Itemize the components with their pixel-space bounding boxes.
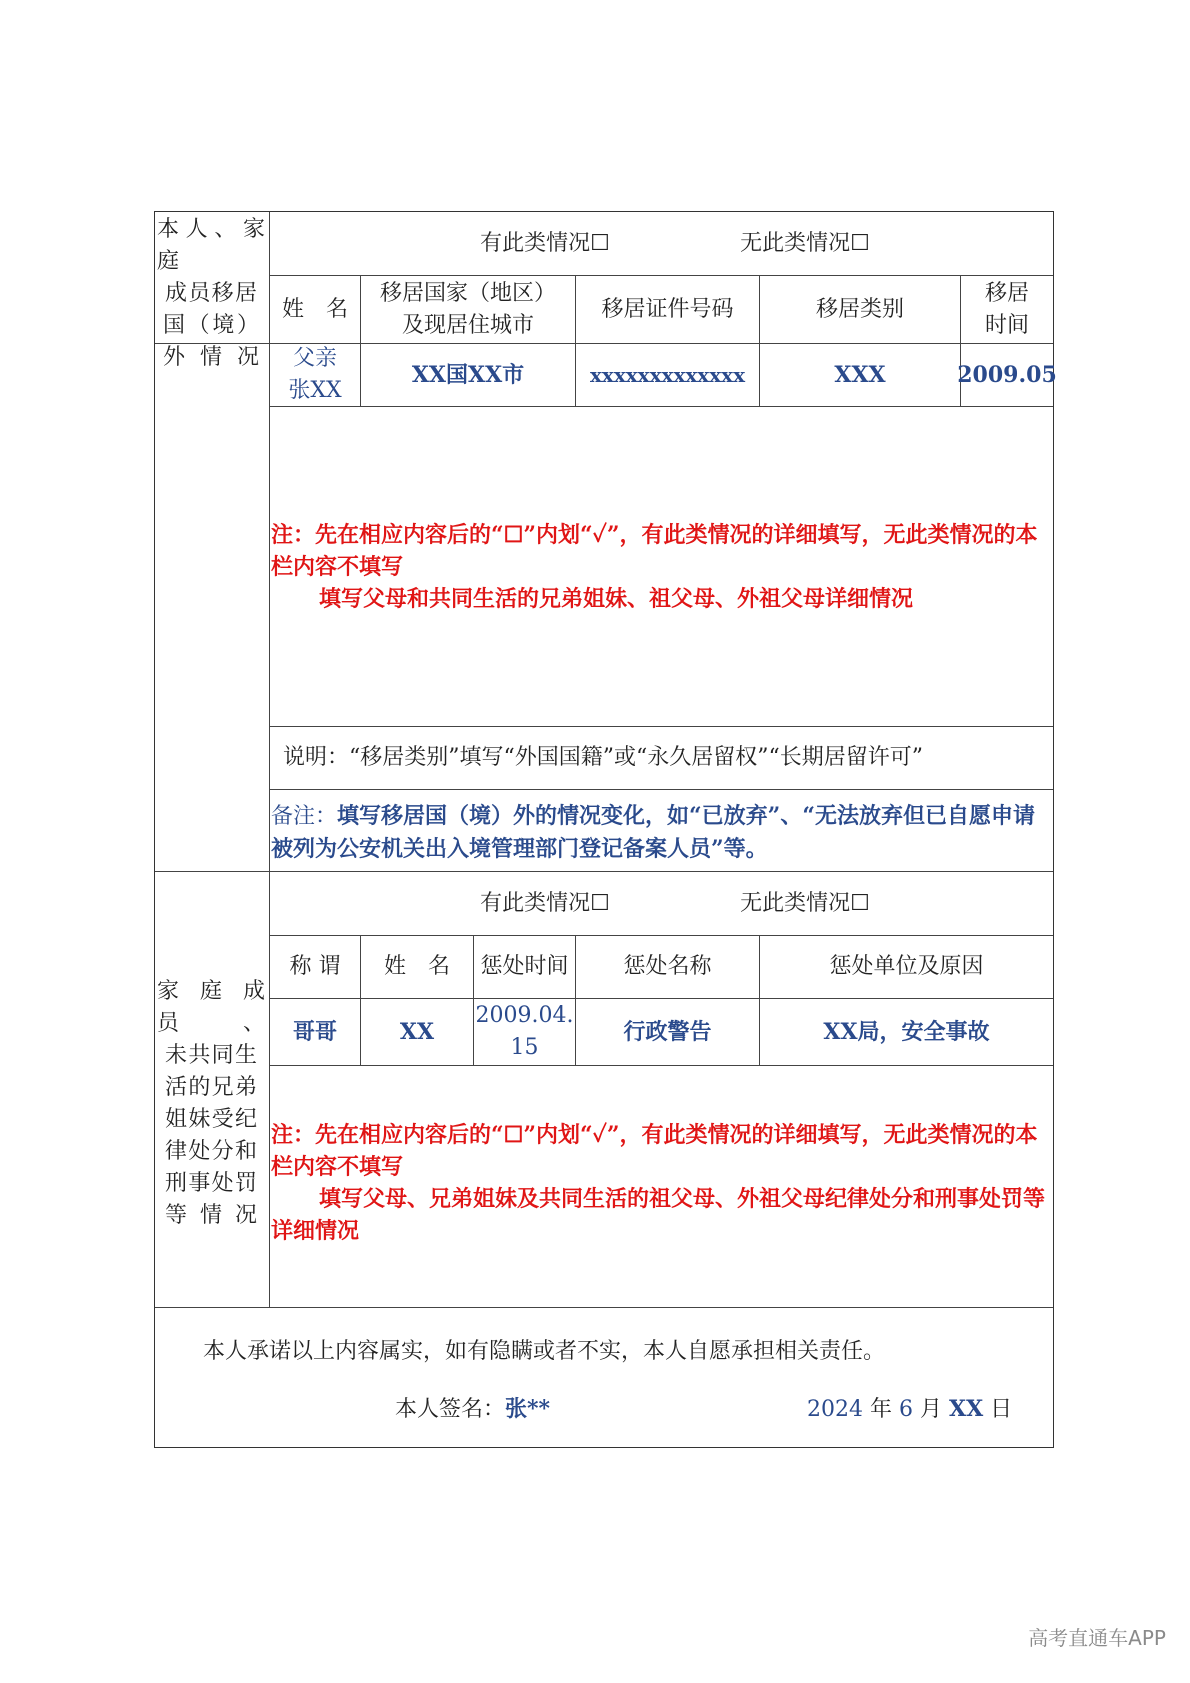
row-location[interactable]: XX国XX市 [411,362,525,388]
section1-label: 本人、家庭 成员移居 国（境） 外 情 况 [157,217,265,370]
row-cert-no[interactable]: xxxxxxxxxxxxx [589,363,745,387]
header-relation: 称 谓 [289,954,341,979]
date-line: 2024 年 6 月 XX 日 [807,1396,1013,1422]
section1-remark: 备注：填写移居国（境）外的情况变化，如“已放弃”、“无法放弃但已自愿申请被列为公安机关出入境管理部门登记备案人员”等。 [271,803,1035,862]
header-time: 移居 时间 [984,280,1029,338]
pledge-text: 本人承诺以上内容属实，如有隐瞒或者不实，本人自愿承担相关责任。 [203,1339,886,1364]
row2-relation[interactable]: 哥哥 [292,1019,337,1045]
section1-has-status[interactable]: 有此类情况☐ [480,231,610,256]
row2-punishment[interactable]: 行政警告 [623,1019,712,1045]
watermark: 高考直通车APP [1028,1626,1166,1650]
row-time[interactable]: 2009.05 [957,362,1057,388]
header-cert-no: 移居证件号码 [601,296,734,322]
section2-label: 家庭成员、 未共同生 活的兄弟 姐妹受纪 律处分和 刑事处罚 等 情 况 [157,979,265,1228]
section2-none-status[interactable]: 无此类情况☐ [740,891,870,916]
header-unit-reason: 惩处单位及原因 [829,954,984,979]
row-category[interactable]: XXX [834,362,886,388]
section1-none-status[interactable]: 无此类情况☐ [740,231,870,256]
date-year[interactable]: 2024 [807,1397,863,1422]
header-destination: 移居国家（地区） 及现居住城市 [379,280,556,338]
date-day[interactable]: XX [949,1396,984,1422]
header-name2: 姓 名 [383,954,450,979]
section2-note: 注：先在相应内容后的“☐”内划“✓”，有此类情况的详细填写，无此类情况的本栏内容不填写 填写父母、兄弟姐妹及共同生活的祖父母、外祖父母纪律处分和刑事处罚等详细情况 [271,1122,1046,1244]
header-punish-name: 惩处名称 [623,954,712,979]
signature-value[interactable]: 张** [505,1396,551,1422]
section2-has-status[interactable]: 有此类情况☐ [480,891,610,916]
row2-name[interactable]: XX [399,1019,435,1045]
row2-unit-reason[interactable]: XX局，安全事故 [823,1019,990,1045]
header-category: 移居类别 [815,296,904,322]
personal-info-form [154,211,1057,1448]
date-month[interactable]: 6 [899,1397,914,1422]
header-punish-time: 惩处时间 [480,954,569,979]
row-name[interactable]: 父亲 张XX [288,346,342,403]
section1-note: 注：先在相应内容后的“☐”内划“✓”，有此类情况的详细填写，无此类情况的本栏内容不填写 填写父母和共同生活的兄弟姐妹、祖父母、外祖父母详细情况 [271,522,1038,612]
signature-line: 本人签名：张** [395,1396,551,1422]
row2-time[interactable]: 2009.04. 15 [475,1003,574,1060]
header-name: 姓 名 [281,296,348,322]
section1-explain: 说明：“移居类别”填写“外国国籍”或“永久居留权”“长期居留许可” [283,745,923,770]
